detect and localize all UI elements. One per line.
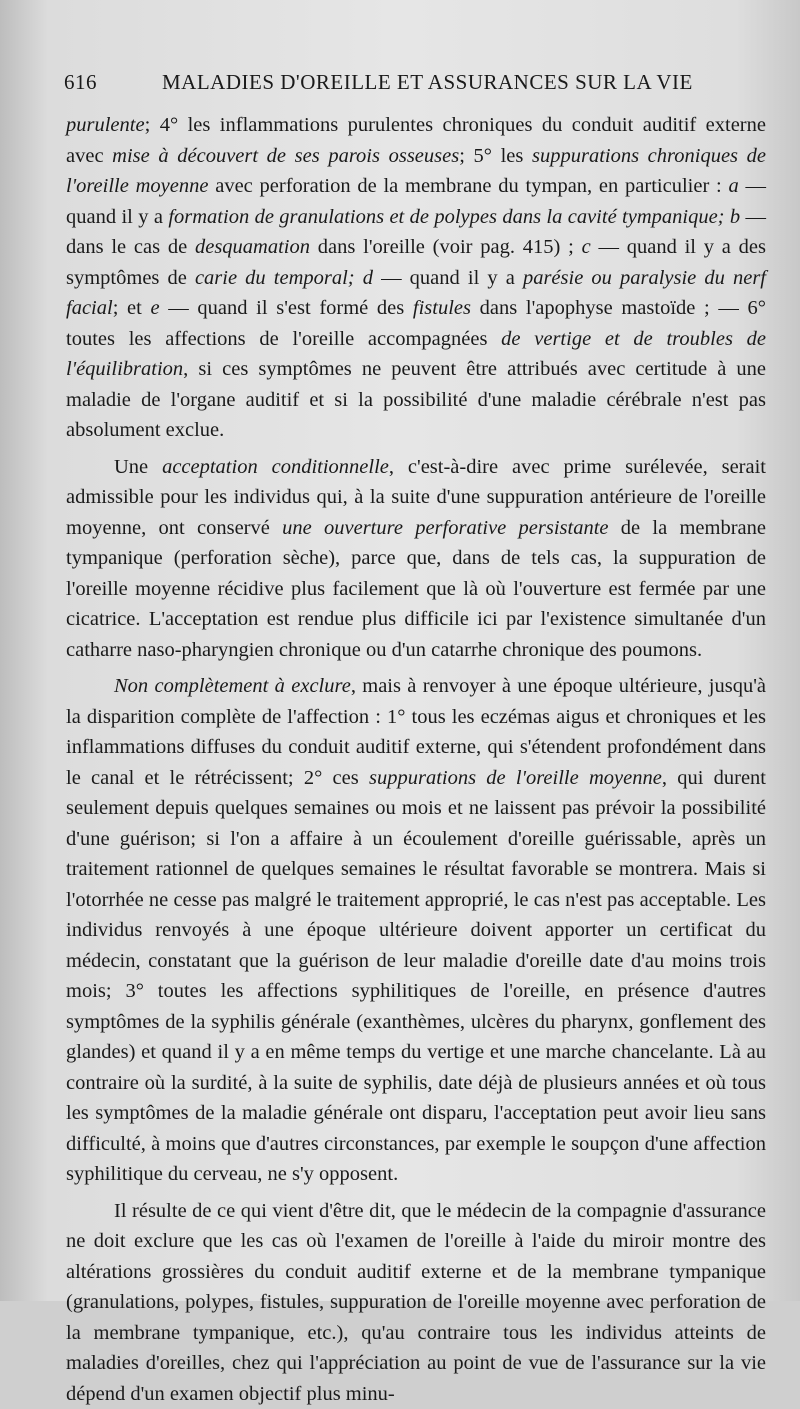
text-span: de la membrane tympanique (perforation sèche), parce que, dans de tels cas, la suppuration de l'oreille moyenne récidive plus facilement que là où l'ouverture est fermée par une cicatrice. L'acceptation est rendue plus difficile ici par l'existence simultanée d'un catharre naso-pharyngien chronique ou d'un catarrhe chronique des poumons. xyxy=(66,517,766,661)
text-span: — dans le cas de xyxy=(66,206,766,259)
text-span: parésie ou paralysie du nerf facial xyxy=(66,267,766,320)
text-span: — quand il y a xyxy=(373,267,523,289)
text-span: , si ces symptômes ne peuvent être attribués avec certitude à une maladie de l'organe auditif et si la possibilité d'une maladie cérébrale n'est pas absolument exclue. xyxy=(66,358,766,441)
text-span: de vertige et de troubles de l'équilibration xyxy=(66,328,766,381)
text-span: — quand il y a xyxy=(66,175,766,228)
text-span: c xyxy=(582,236,591,258)
text-span: — quand il y a des symptômes de xyxy=(66,236,766,289)
text-span: avec perforation de la membrane du tympan, en particulier : xyxy=(208,175,728,197)
text-span: carie du temporal; d xyxy=(195,267,373,289)
paragraph-4 xyxy=(66,1196,766,1409)
text-span: fistules xyxy=(413,297,471,319)
text-span: suppurations de l'oreille moyenne xyxy=(369,767,662,789)
paragraph-3 xyxy=(66,671,766,1190)
text-span: , mais à renvoyer à une époque ultérieure, jusqu'à la disparition complète de l'affection : 1° tous les eczémas aigus et chroniques et les inflammations diffuses du conduit auditif externe, qui s'étendent profondément dans le canal et le rétrécissent; 2° ces xyxy=(66,675,766,789)
text-span: dans l'apophyse mastoïde ; — 6° toutes les affections de l'oreille accompagnées xyxy=(66,297,766,350)
text-span: Non complètement à exclure xyxy=(114,675,351,697)
text-span: ; et xyxy=(113,297,151,319)
page-number: 616 xyxy=(64,70,97,95)
text-span: acceptation conditionnelle xyxy=(162,456,389,478)
text-span: purulente xyxy=(66,114,145,136)
text-span: a xyxy=(729,175,739,197)
text-span: — quand il s'est formé des xyxy=(160,297,413,319)
paragraph-1 xyxy=(66,110,766,446)
text-span: e xyxy=(151,297,160,319)
running-title: MALADIES D'OREILLE ET ASSURANCES SUR LA VIE xyxy=(162,70,693,95)
body-text xyxy=(66,110,766,1409)
text-span: formation de granulations et de polypes dans la cavité tympanique; b xyxy=(168,206,740,228)
running-header xyxy=(64,70,760,100)
text-span: , qui durent seulement depuis quelques semaines ou mois et ne laissent pas prévoir la possibilité d'une guérison; si l'on a affaire à un écoulement d'oreille guérissable, après un traitement rationnel de quelques semaines le résultat favorable se montrera. Mais si l'otorrhée ne cesse pas malgré le traitement approprié, le cas n'est pas acceptable. Les individus renvoyés à une époque ultérieure doivent apporter un certificat du médecin, constatant que la guérison de leur maladie d'oreille date d'au moins trois mois; 3° toutes les affections syphilitiques de l'oreille, en présence d'autres symptômes de la syphilis générale (exanthèmes, ulcères du pharynx, gonflement des glandes) et quand il y a en même temps du vertige et une marche chancelante. Là au contraire où la surdité, à la suite de syphilis, date déjà de plusieurs années et où tous les symptômes de la maladie générale ont disparu, l'acceptation peut avoir lieu sans difficulté, à moins que d'autres circonstances, par exemple le soupçon d'une affection syphilitique du cerveau, ne s'y opposent. xyxy=(66,767,766,1186)
text-span: suppurations chroniques de l'oreille moyenne xyxy=(66,145,766,198)
paragraph-2 xyxy=(66,452,766,666)
text-span: , c'est-à-dire avec prime surélevée, serait admissible pour les individus qui, à la suite d'une suppuration antérieure de l'oreille moyenne, ont conservé xyxy=(66,456,766,539)
text-span: desquamation xyxy=(195,236,310,258)
text-span: ; 4° les inflammations purulentes chroniques du conduit auditif externe avec xyxy=(66,114,766,167)
text-span: ; 5° les xyxy=(459,145,532,167)
text-span: dans l'oreille (voir pag. 415) ; xyxy=(310,236,582,258)
text-span: Il résulte de ce qui vient d'être dit, que le médecin de la compagnie d'assurance ne doit exclure que les cas où l'examen de l'oreille à l'aide du miroir montre des altérations grossières du conduit auditif externe et de la membrane tympanique (granulations, polypes, fistules, suppuration de l'oreille moyenne avec perforation de la membrane tympanique, etc.), qu'au contraire tous les individus atteints de maladies d'oreilles, chez qui l'appréciation au point de vue de l'assurance sur la vie dépend d'un examen objectif plus minu- xyxy=(66,1200,766,1405)
text-span: une ouverture perforative persistante xyxy=(282,517,608,539)
text-span: mise à découvert de ses parois osseuses xyxy=(112,145,459,167)
text-span: Une xyxy=(114,456,162,478)
